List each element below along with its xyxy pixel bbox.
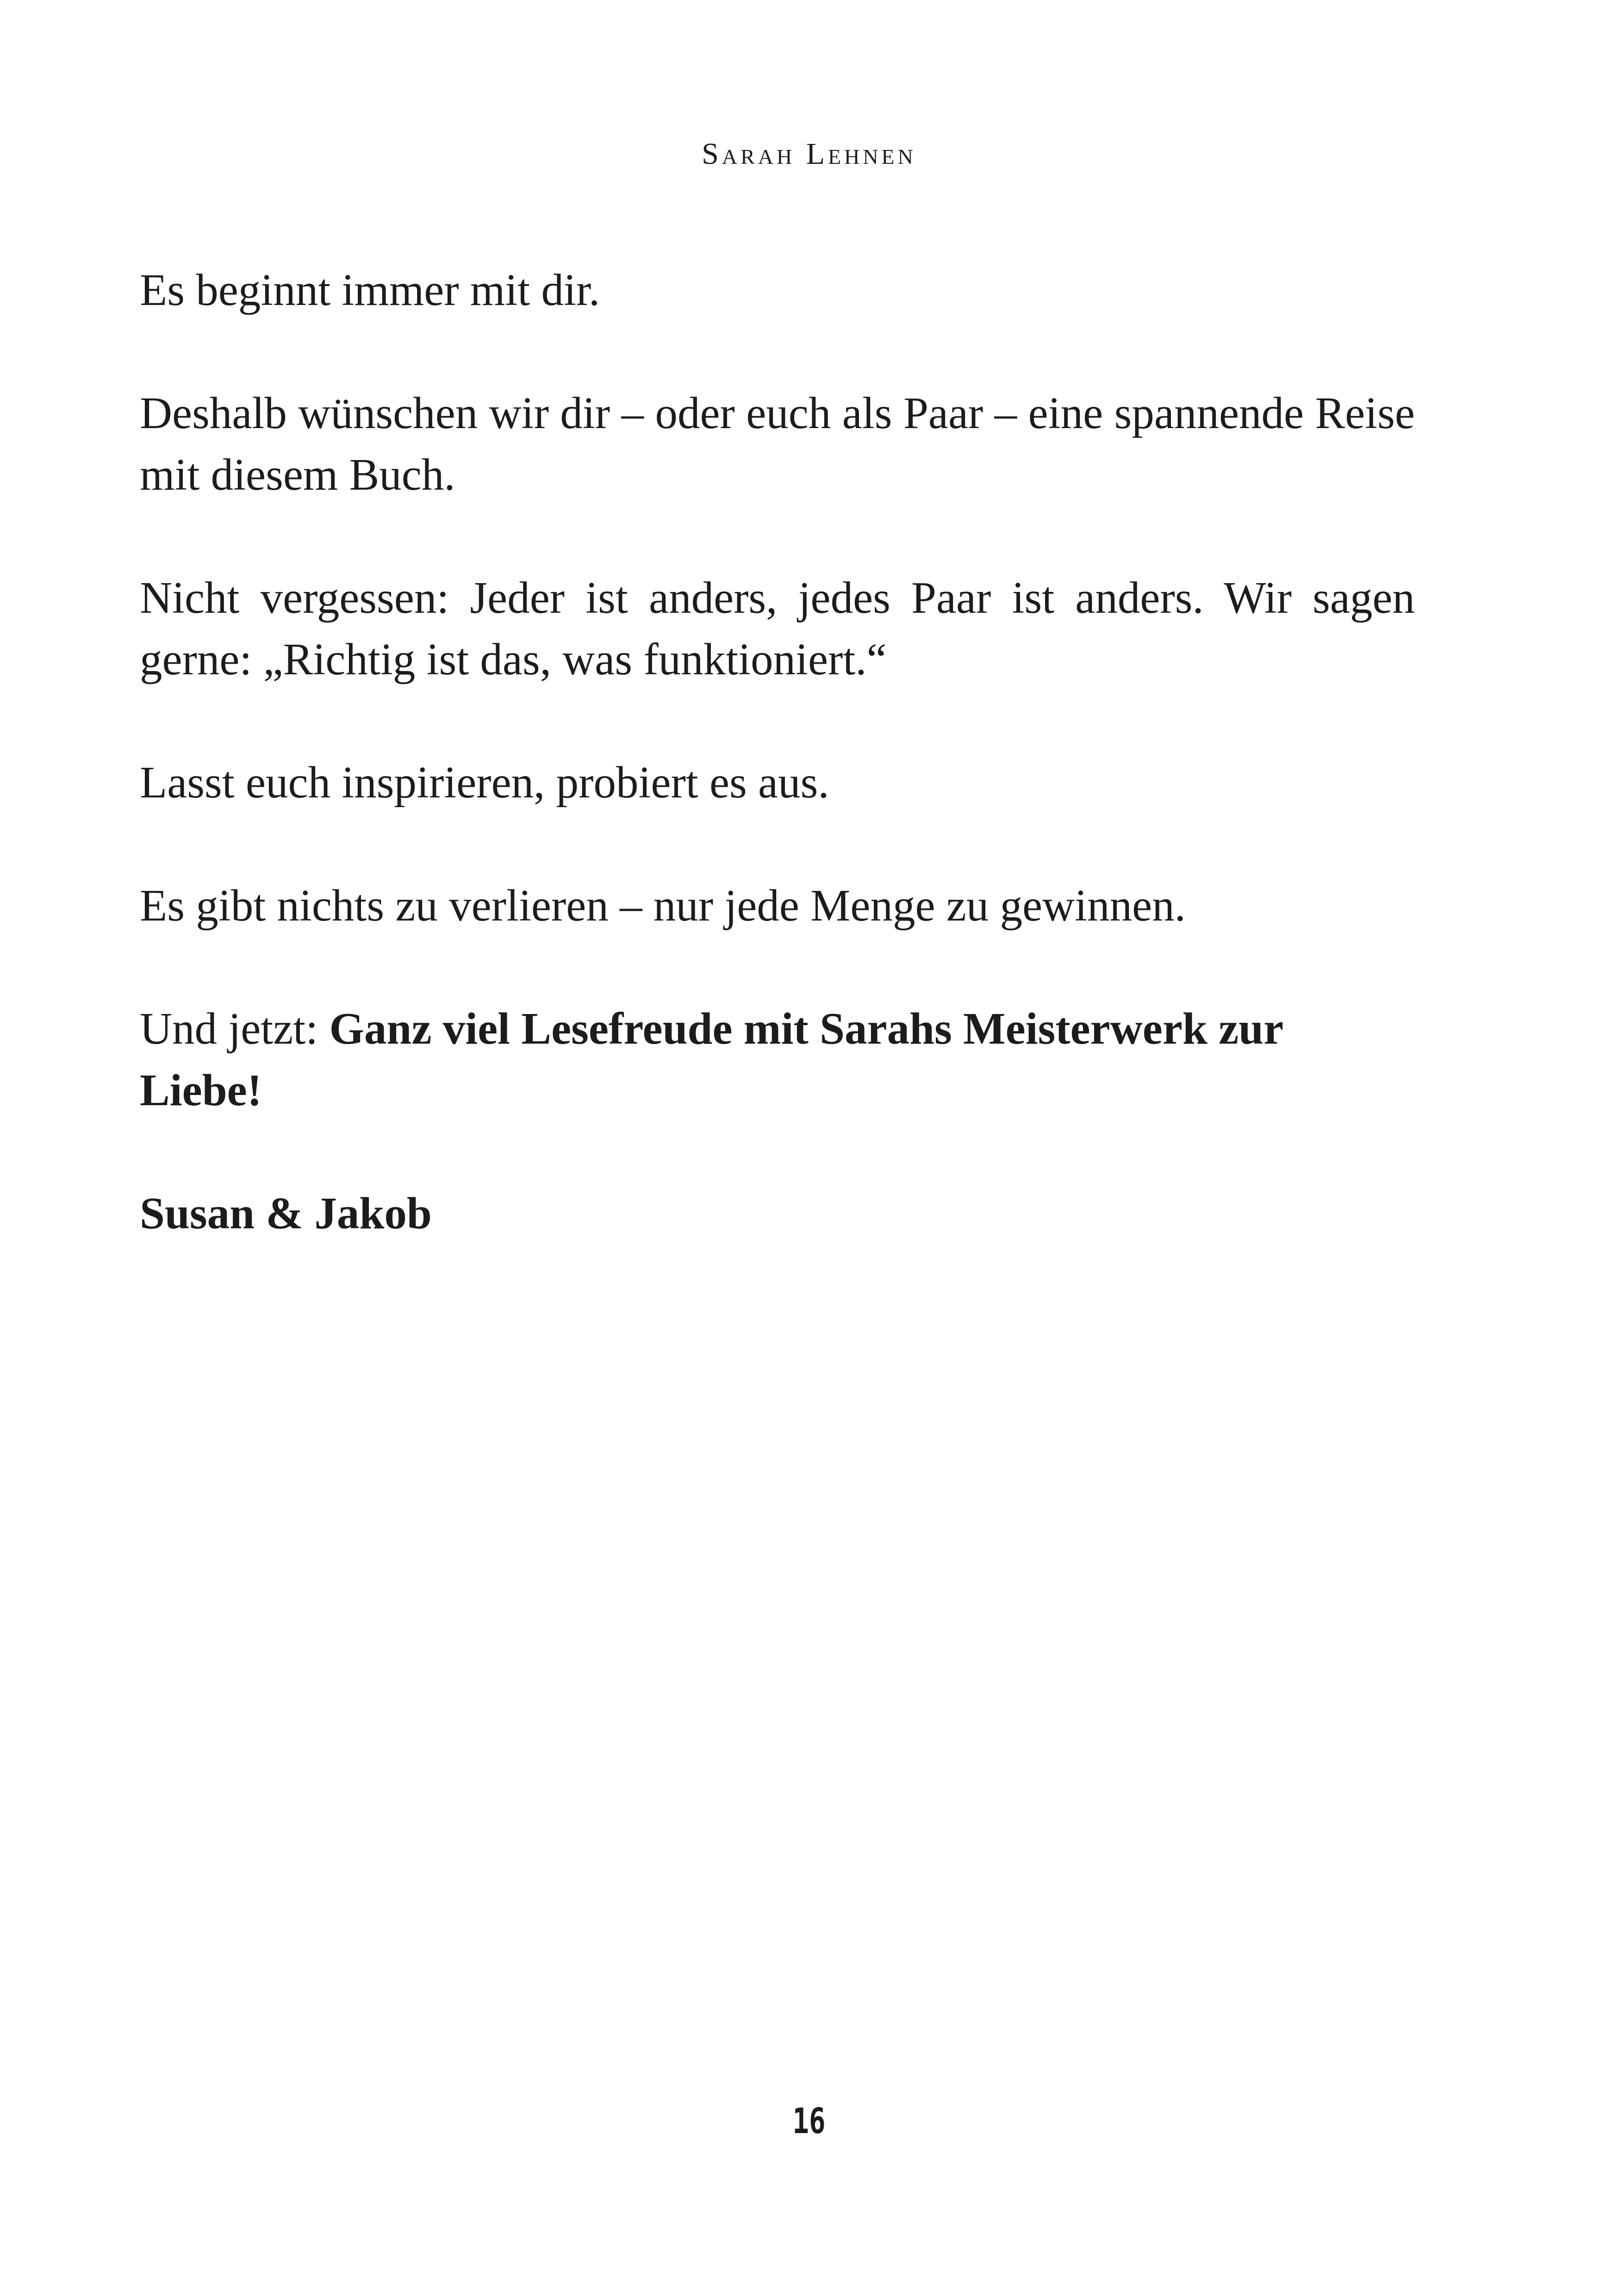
paragraph-6-prefix: Und jetzt: bbox=[140, 1004, 330, 1053]
paragraph-2: Deshalb wünschen wir dir – oder euch als Paar – eine spannende Reise mit diesem Buch. bbox=[140, 388, 1415, 499]
signature bbox=[140, 1182, 1415, 1244]
paragraph-4: Lasst euch inspirieren, probiert es aus. bbox=[140, 758, 829, 807]
running-head-author: Sarah Lehnen bbox=[702, 137, 916, 171]
paragraph-6 bbox=[140, 998, 1415, 1121]
paragraph-5: Es gibt nichts zu verlieren – nur jede Menge zu gewinnen. bbox=[140, 881, 1186, 930]
paragraph-1: Es beginnt immer mit dir. bbox=[140, 265, 600, 315]
page-number: 16 bbox=[792, 2100, 826, 2141]
body-text bbox=[140, 259, 1415, 1306]
paragraph-3: Nicht vergessen: Jeder ist anders, jedes Paar ist anders. Wir sagen gerne: „Richtig ist das, was funktioniert.“ bbox=[140, 573, 1415, 684]
paragraph-6-emphasis: Ganz viel Lesefreude mit Sarahs Meisterwerk zur Liebe! bbox=[140, 1004, 1283, 1115]
signature-names: Susan & Jakob bbox=[140, 1188, 432, 1238]
